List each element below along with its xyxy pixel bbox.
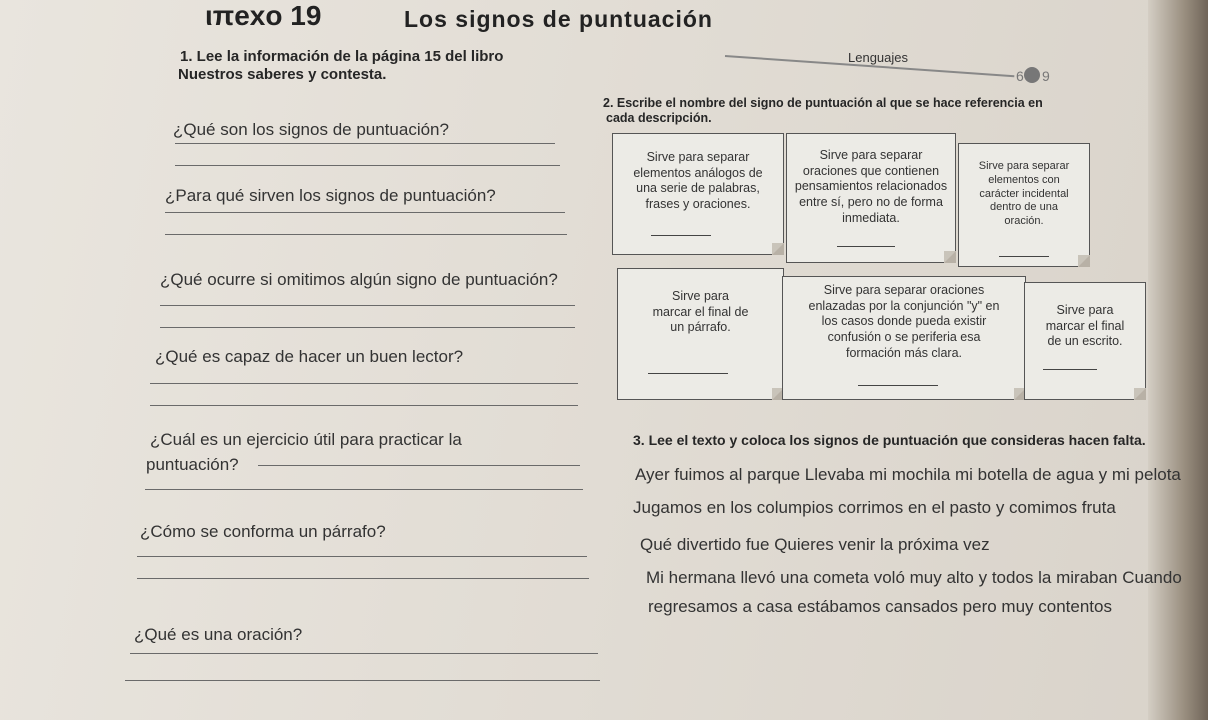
answer-line[interactable] <box>258 465 580 466</box>
answer-line[interactable] <box>130 653 598 654</box>
card-fold <box>772 243 784 255</box>
card-text: entre sí, pero no de forma <box>799 194 943 209</box>
subject-label: Lenguajes <box>848 50 908 65</box>
card-fold <box>1134 388 1146 400</box>
svg-text:9: 9 <box>1042 68 1050 84</box>
question-3: ¿Qué ocurre si omitimos algún signo de puntuación? <box>160 270 558 289</box>
answer-blank[interactable] <box>999 256 1049 257</box>
card-fold <box>944 251 956 263</box>
card-text: oración. <box>1004 215 1044 227</box>
card-text: pensamientos relacionados <box>794 179 948 194</box>
answer-line[interactable] <box>137 578 589 579</box>
answer-line[interactable] <box>175 143 555 144</box>
card-text: frases y oraciones. <box>645 196 751 211</box>
answer-line[interactable] <box>150 405 578 406</box>
answer-blank[interactable] <box>651 235 711 236</box>
card-text: Sirve para <box>672 289 729 303</box>
card-fold <box>1078 255 1090 267</box>
card-text: Sirve para separar <box>646 150 750 164</box>
definition-card <box>786 133 956 263</box>
question-4: ¿Qué es capaz de hacer un buen lector? <box>155 347 464 366</box>
answer-line[interactable] <box>160 327 575 328</box>
svg-text:6: 6 <box>1016 68 1024 84</box>
answer-line[interactable] <box>175 165 560 166</box>
answer-line[interactable] <box>137 556 587 557</box>
text-line-1: Ayer fuimos al parque Llevaba mi mochila mi botella de agua y mi pelota <box>635 465 1181 484</box>
definition-card <box>958 143 1090 267</box>
definition-card <box>617 268 784 400</box>
card-text: una serie de palabras, <box>636 181 760 196</box>
question-1: ¿Qué son los signos de puntuación? <box>173 120 449 139</box>
card-text: formación más clara. <box>845 345 962 360</box>
card-text: oraciones que contienen <box>802 163 940 178</box>
section3-instruction: 3. Lee el texto y coloca los signos de puntuación que consideras hacen falta. <box>633 432 1146 448</box>
text-line-2: Jugamos en los columpios corrimos en el pasto y comimos fruta <box>633 498 1116 517</box>
section1-instruction-cont: Nuestros saberes y contesta. <box>178 66 387 83</box>
answer-line[interactable] <box>125 680 600 681</box>
answer-blank[interactable] <box>1043 369 1097 370</box>
card-text: marcar el final de <box>652 304 749 319</box>
answer-line[interactable] <box>160 305 575 306</box>
text-line-4: Mi hermana llevó una cometa voló muy alto y todos la miraban Cuando <box>646 568 1182 587</box>
card-text: elementos con <box>988 173 1060 186</box>
question-7: ¿Qué es una oración? <box>134 625 303 644</box>
lenguajes-icon <box>1012 55 1052 95</box>
text-line-3: Qué divertido fue Quieres venir la próxima vez <box>640 535 990 554</box>
card-text: de un escrito. <box>1047 334 1123 349</box>
answer-line[interactable] <box>150 383 578 384</box>
definition-card <box>612 133 784 255</box>
answer-line[interactable] <box>165 212 565 213</box>
section1-instruction: 1. Lee la información de la página 15 del libro <box>180 48 504 65</box>
definition-card <box>1024 282 1146 400</box>
card-text: marcar el final <box>1045 318 1125 333</box>
card-text: dentro de una <box>990 201 1058 214</box>
card-text: carácter incidental <box>979 187 1069 200</box>
section2-instruction: 2. Escribe el nombre del signo de puntuación al que se hace referencia en <box>603 96 1043 110</box>
card-text: enlazadas por la conjunción "y" en <box>808 298 1000 313</box>
definition-card <box>782 276 1026 400</box>
card-text: Sirve para separar oraciones <box>823 283 985 297</box>
card-text: un párrafo. <box>670 320 731 335</box>
card-text: Sirve para separar <box>978 160 1070 172</box>
card-text: Sirve para <box>1056 303 1114 317</box>
card-text: elementos análogos de <box>633 165 763 180</box>
card-text: los casos donde pueda existir <box>821 314 987 329</box>
text-line-5: regresamos a casa estábamos cansados pero muy contentos <box>648 597 1112 616</box>
card-text: Sirve para separar <box>819 148 923 162</box>
question-2: ¿Para qué sirven los signos de puntuación? <box>165 186 496 205</box>
answer-blank[interactable] <box>858 385 938 386</box>
answer-blank[interactable] <box>648 373 728 374</box>
annex-number: ιπexo 19 <box>205 0 322 31</box>
question-5: ¿Cuál es un ejercicio útil para practicar la <box>150 430 462 449</box>
question-6: ¿Cómo se conforma un párrafo? <box>140 522 386 541</box>
section2-instruction-cont: cada descripción. <box>606 111 712 125</box>
question-5-cont: puntuación? <box>146 455 239 474</box>
card-text: inmediata. <box>842 210 900 225</box>
answer-line[interactable] <box>165 234 567 235</box>
worksheet-title: Los signos de puntuación <box>404 6 713 32</box>
answer-blank[interactable] <box>837 246 895 247</box>
card-text: confusión o se periferia esa <box>827 329 981 344</box>
page-edge <box>1148 0 1208 720</box>
answer-line[interactable] <box>145 489 583 490</box>
